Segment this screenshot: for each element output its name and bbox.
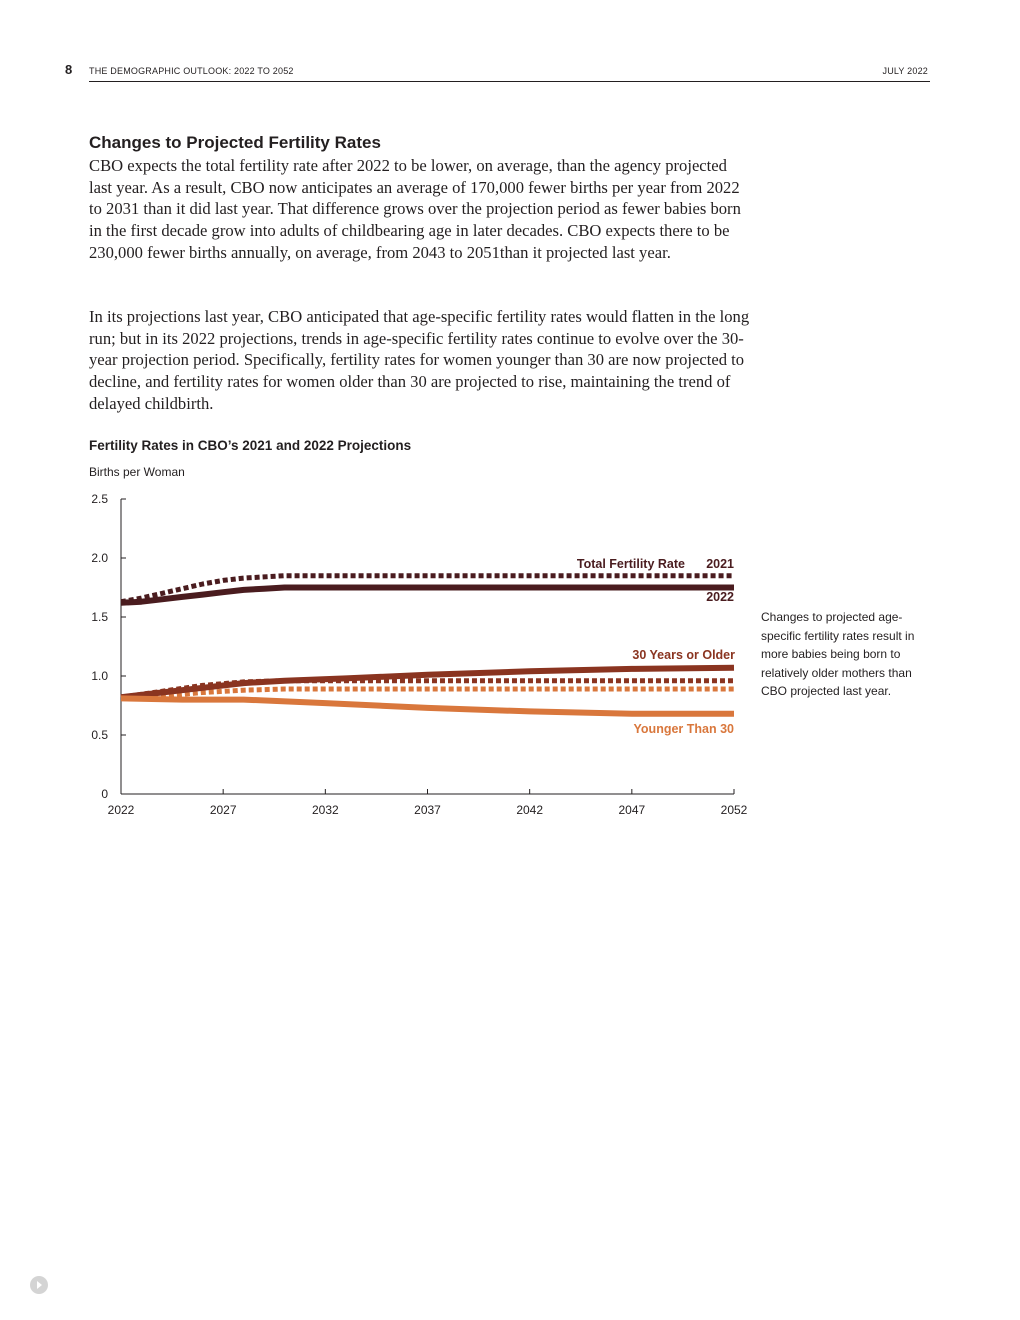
chart-annotations (577, 557, 735, 736)
x-tick-label: 2052 (720, 803, 748, 817)
body-paragraph: CBO expects the total fertility rate after 2022 to be lower, on average, than the agency projected last year. As a result, CBO now anticipates an average of 170,000 fewer births per year from 2022 to 2031 than it did last year. That difference grows over the projection period as fewer babies born in the first decade grow into adults of childbearing age in later decades. CBO expects there to be 230,000 fewer births annually, on average, from 2043 to 2051than it projected last year. (89, 156, 741, 262)
y-tick-label: 1.5 (91, 610, 108, 624)
page-marker-icon (30, 1276, 48, 1294)
thirty-or-older-label: 30 Years or Older (632, 648, 735, 662)
figure-title: Fertility Rates in CBO’s 2021 and 2022 Projections (89, 438, 412, 453)
x-tick-label: 2042 (516, 803, 544, 817)
x-tick-label: 2027 (209, 803, 237, 817)
y-tick-label: 1.0 (91, 669, 108, 683)
report-date: JULY 2022 (882, 66, 928, 76)
page-number: 8 (65, 62, 73, 77)
y-axis-units: Births per Woman (89, 465, 185, 479)
year-2021-label: 2021 (706, 557, 734, 571)
body-paragraph: In its projections last year, CBO anticipated that age-specific fertility rates would flatten in the long run; but in its 2022 projections, trends in age-specific fertility rates continue to evolve over the 30-year projection period. Specifically, fertility rates for women younger than 30 are now projected to decline, and fertility rates for women older than 30 are projected to rise, maintaining the trend of delayed childbirth. (89, 307, 750, 413)
x-tick-label: 2022 (107, 803, 135, 817)
x-tick-label: 2032 (311, 803, 339, 817)
y-tick-label: 2.0 (91, 551, 108, 565)
total-fertility-rate-label: Total Fertility Rate (576, 557, 685, 571)
x-tick-label: 2047 (618, 803, 646, 817)
year-2022-label: 2022 (706, 590, 734, 604)
y-tick-label: 0 (101, 787, 108, 801)
section-heading: Changes to Projected Fertility Rates (89, 133, 381, 152)
chart-series (121, 576, 734, 714)
figure-sidenote: Changes to projected age-specific fertility rates result in more babies being born to relatively older mothers than CBO projected last year. (761, 610, 915, 698)
series-line-total-fertility-rate-2022-projection (121, 588, 734, 603)
y-tick-label: 0.5 (91, 728, 108, 742)
running-title: THE DEMOGRAPHIC OUTLOOK: 2022 TO 2052 (89, 66, 294, 76)
x-tick-label: 2037 (414, 803, 441, 817)
younger-than-thirty-label: Younger Than 30 (633, 722, 734, 736)
y-tick-label: 2.5 (91, 492, 108, 506)
series-line-younger-than-30-2022-projection (121, 698, 734, 713)
